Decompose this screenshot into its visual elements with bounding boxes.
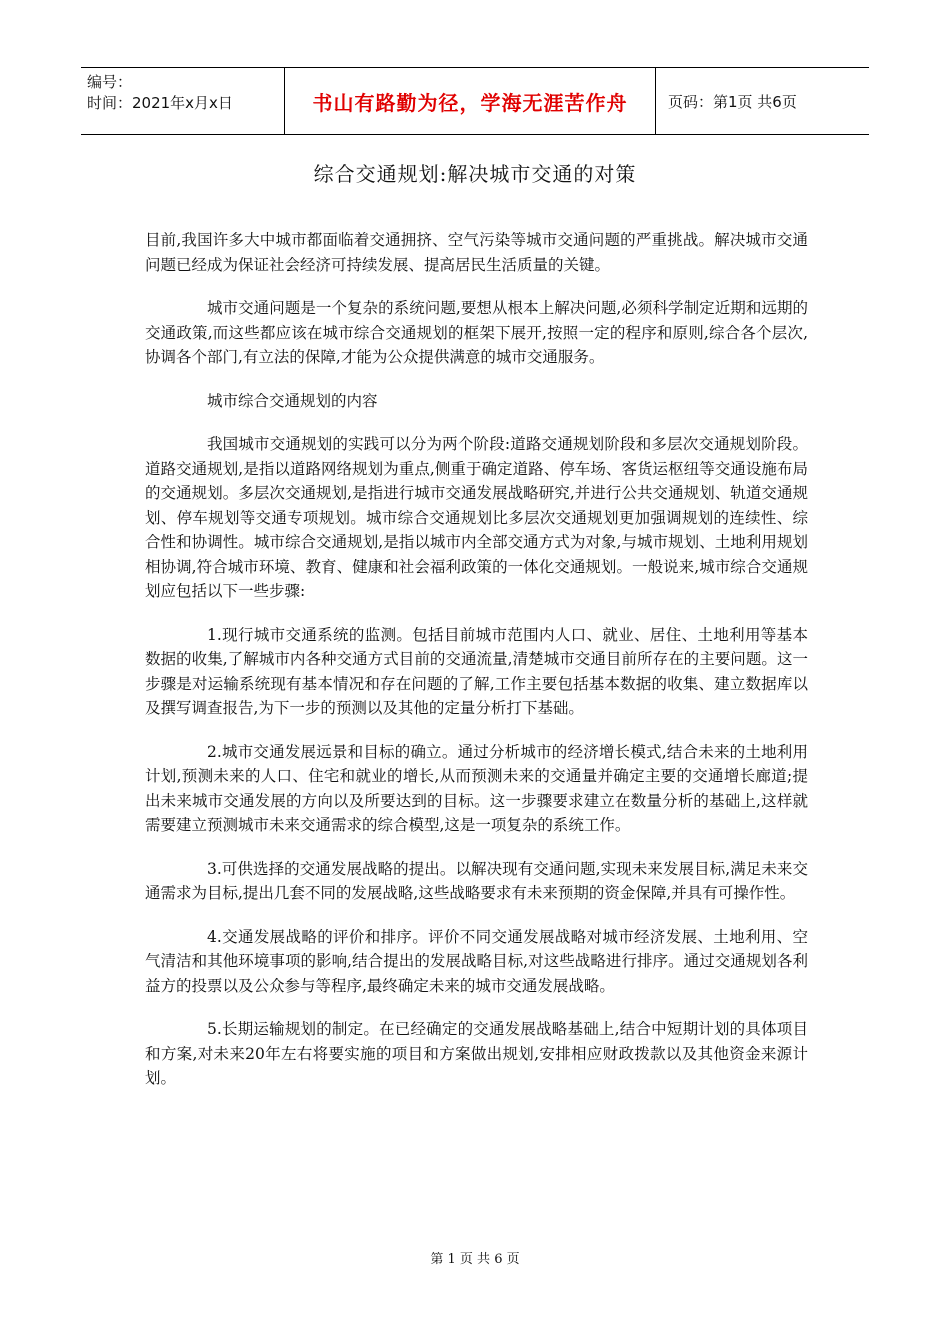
paragraph-intro: 目前,我国许多大中城市都面临着交通拥挤、空气污染等城市交通问题的严重挑战。解决城市交通问题已经成为保证社会经济可持续发展、提高居民生活质量的关键。	[145, 231, 808, 274]
step-1-paragraph: 1.现行城市交通系统的监测。包括目前城市范围内人口、就业、居住、土地利用等基本数据的收集,了解城市内各种交通方式目前的交通流量,清楚城市交通目前所存在的主要问题。这一步骤是对运输系统现有基本情况和存在问题的了解,工作主要包括基本数据的收集、建立数据库以及撰写调查报告,为下一步的预测以及其他的定量分析打下基础。	[145, 625, 808, 717]
step-3-paragraph: 3.可供选择的交通发展战略的提出。以解决现有交通问题,实现未来发展目标,满足未来交通需求为目标,提出几套不同的发展战略,这些战略要求有未来预期的资金保障,并具有可操作性。	[145, 859, 808, 902]
header-page-info: 页码：第1页 共6页	[668, 92, 797, 111]
section-heading: 城市综合交通规划的内容	[207, 391, 378, 410]
paragraph: 我国城市交通规划的实践可以分为两个阶段:道路交通规划阶段和多层次交通规划阶段。道路交通规划,是指以道路网络规划为重点,侧重于确定道路、停车场、客货运枢纽等交通设施布局的交通规划。多层次交通规划,是指进行城市交通发展战略研究,并进行公共交通规划、轨道交通规划、停车规划等交通专项规划。城市综合交通规划比多层次交通规划更加强调规划的连续性、综合性和协调性。城市综合交通规划,是指以城市内全部交通方式为对象,与城市规划、土地利用规划相协调,符合城市环境、教育、健康和社会福利政策的一体化交通规划。一般说来,城市综合交通规划应包括以下一些步骤:	[145, 435, 808, 600]
step-2-paragraph: 2.城市交通发展远景和目标的确立。通过分析城市的经济增长模式,结合未来的土地利用计划,预测未来的人口、住宅和就业的增长,从而预测未来的交通量并确定主要的交通增长廊道;提出未来城市交通发展的方向以及所要达到的目标。这一步骤要求建立在数量分析的基础上,这样就需要建立预测城市未来交通需求的综合模型,这是一项复杂的系统工作。	[145, 742, 808, 834]
step-4-paragraph: 4.交通发展战略的评价和排序。评价不同交通发展战略对城市经济发展、土地利用、空气清洁和其他环境事项的影响,结合提出的发展战略目标,对这些战略进行排序。通过交通规划各利益方的投票以及公众参与等程序,最终确定未来的城市交通发展战略。	[145, 927, 808, 995]
number-label: 编号：	[87, 73, 133, 91]
header-motto: 书山有路勤为径，学海无涯苦作舟	[284, 68, 656, 134]
document-header	[81, 67, 869, 135]
paragraph: 城市交通问题是一个复杂的系统问题,要想从根本上解决问题,必须科学制定近期和远期的交通政策,而这些都应该在城市综合交通规划的框架下展开,按照一定的程序和原则,综合各个层次,协调各个部门,有立法的保障,才能为公众提供满意的城市交通服务。	[145, 299, 808, 366]
document-title: 综合交通规划:解决城市交通的对策	[313, 162, 637, 186]
document-body	[145, 228, 808, 1110]
time-label: 时间：2021年x月x日	[87, 94, 233, 112]
page-footer: 第 1 页 共 6 页	[430, 1252, 520, 1267]
step-5-paragraph: 5.长期运输规划的制定。在已经确定的交通发展战略基础上,结合中短期计划的具体项目和方案,对未来20年左右将要实施的项目和方案做出规划,安排相应财政拨款以及其他资金来源计划。	[145, 1020, 808, 1087]
header-meta	[81, 68, 284, 134]
